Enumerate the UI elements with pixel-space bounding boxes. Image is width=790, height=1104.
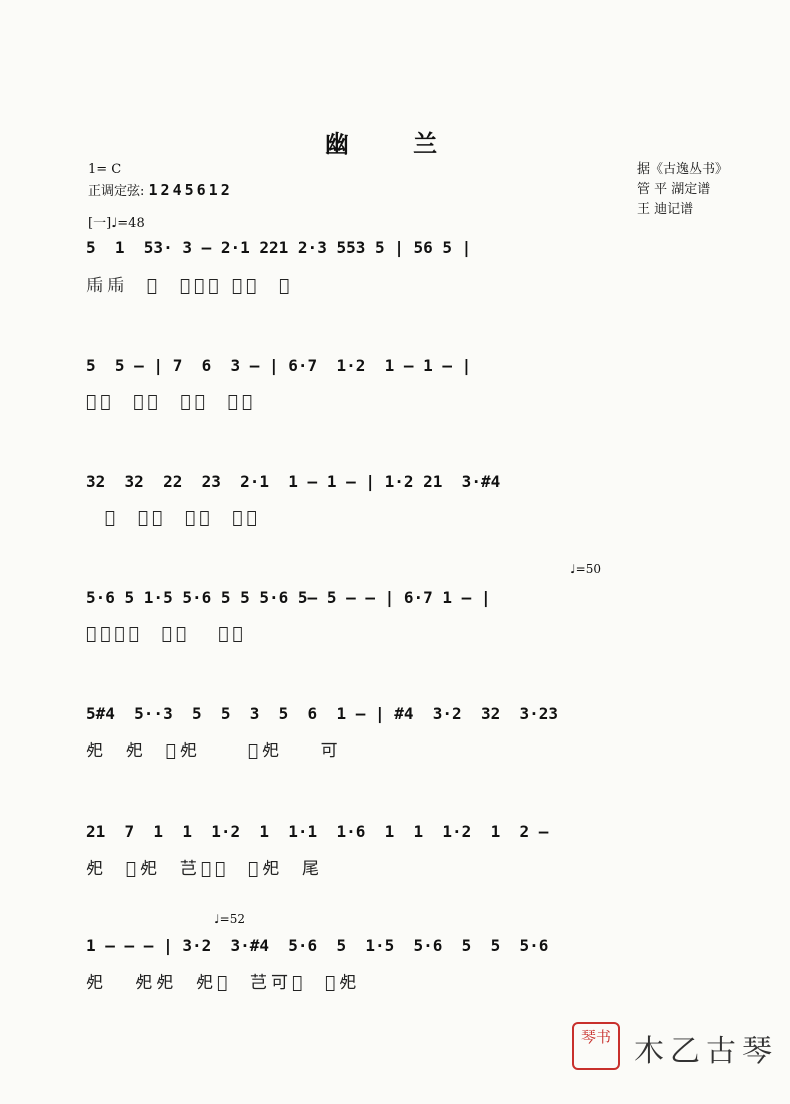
source-text: 据《古逸丛书》 [636,162,728,177]
note-row: 21 7 1 1 1·2 1 1·1 1·6 1 1 1·2 1 2 — [86,822,549,841]
seal-stamp: 琴书 [572,1022,620,1070]
score-header-right [637,160,728,220]
score-line [86,588,746,668]
score-line [86,822,746,902]
jianzi-row: 𢀰芑 𢀰𦬒 𢀸𢀰 𢀳芑 [86,392,257,412]
tuning-label: 正调定弦: [88,184,145,199]
jianzi-row: 𢁺𢁺 𢀳 𢀸𢀸𢀳 𢀸𢀸 𢁊 [86,276,294,296]
tuning-notes: 1245612 [148,181,233,199]
score-line [86,356,746,436]
tuning [88,180,233,202]
tempo-mark: ♩=50 [570,562,601,576]
score-line [86,472,746,552]
jianzi-row: 𢀳 𢀸芑 𢀳芑 𢀸𢀸 [86,508,261,528]
section-marker: [一]♩=48 [88,216,145,231]
score-line [86,704,746,784]
score-line [86,936,746,1016]
note-row: 32 32 22 23 2·1 1 — 1 — | 1·2 21 3·#4 [86,472,501,491]
note-row: 5·6 5 1·5 5·6 5 5 5·6 5— 5 — — | 6·7 1 — | [86,588,491,607]
note-row: 1 — — — | 3·2 3·#4 5·6 5 1·5 5·6 5 5 5·6 [86,936,549,955]
jianzi-row: 𢀳芑可𢀳 𢀳𢀸 𢀸𢀳 [86,624,247,644]
note-row: 5 1 53· 3 — 2·1 221 2·3 553 5 | 56 5 | [86,238,472,257]
tempo-mark: ♩=52 [214,912,245,926]
page-title: 幽 兰 [324,129,466,158]
brand-watermark: 木乙古琴 [634,1034,778,1069]
note-row: 5 5 — | 7 6 3 — | 6·7 1·2 1 — 1 — | [86,356,472,375]
score-line [86,238,746,318]
jianzi-row: 𢀸 𢀸 𢀳𢀸 𢀰𢀸 可 [86,741,342,761]
credit-2: 王 迪记谱 [636,202,694,217]
note-row: 5#4 5··3 5 5 3 5 6 1 — | #4 3·2 32 3·23 [86,704,559,723]
credit-1: 管 平 湖定谱 [636,182,711,197]
jianzi-row: 𢀸 𢀸𢀸 𢀸𢀳 芑可𢀳 𢀳𢀸 [86,973,361,993]
score-header-left [88,160,233,202]
jianzi-row: 𢀸 𢀳𢀸 芑𢀰𢀳 𢀳𢀸 尾 [86,859,324,879]
key-signature: 1= C [88,162,122,177]
